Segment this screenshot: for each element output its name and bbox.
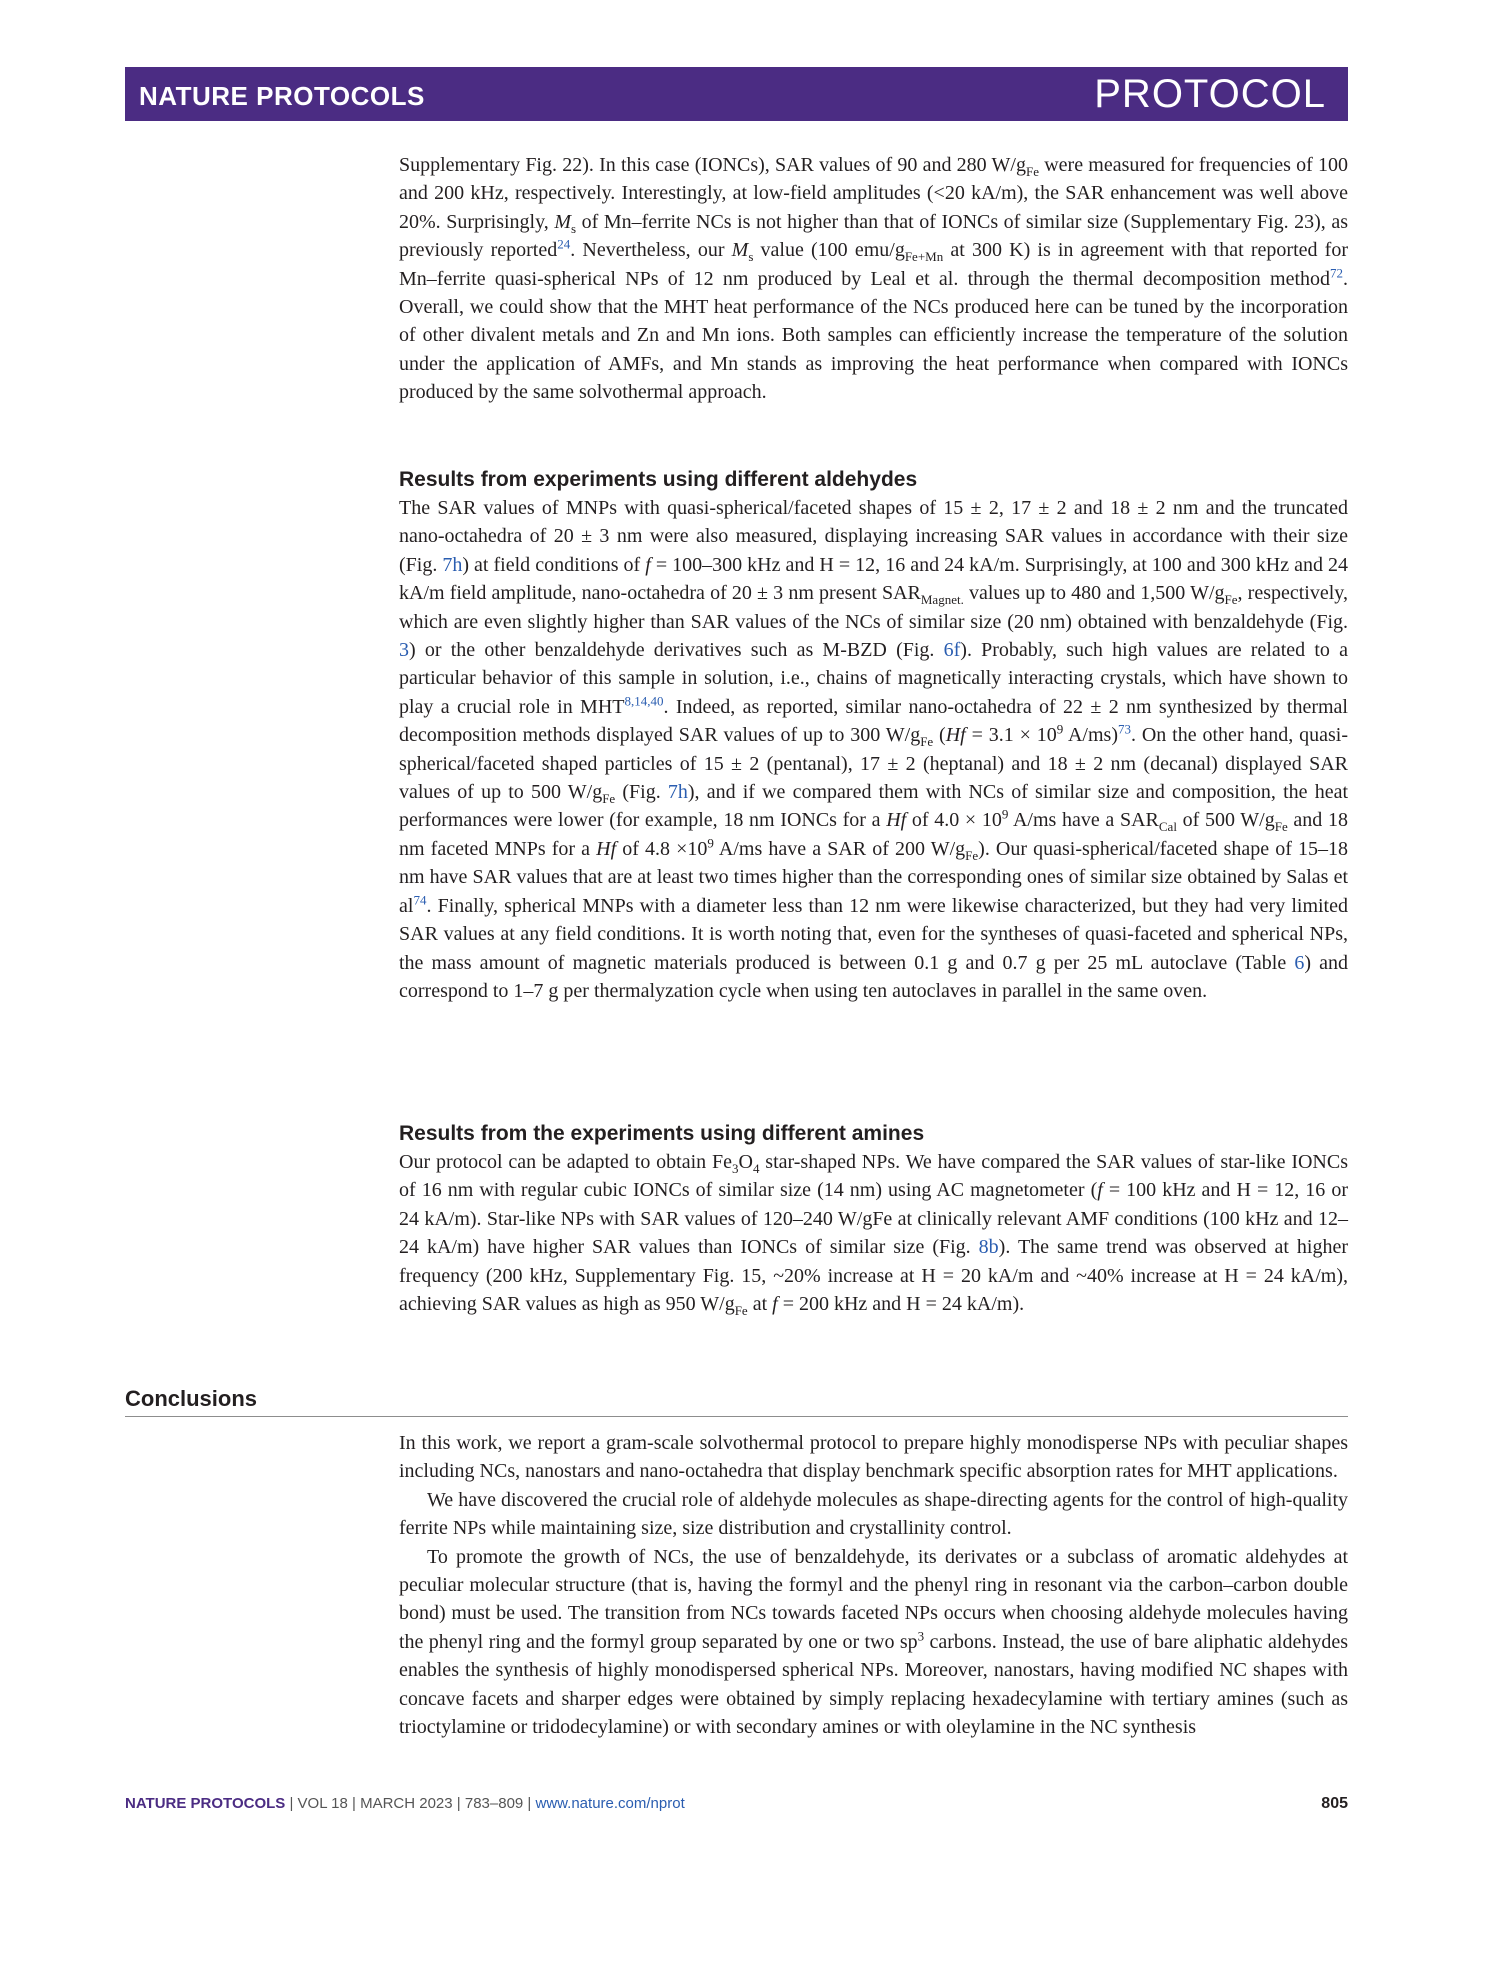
table-link[interactable]: 6 (1294, 951, 1305, 974)
journal-header-bar (125, 67, 1348, 121)
footer-pages: 783–809 (464, 1795, 524, 1812)
citation-link[interactable]: 73 (1118, 721, 1131, 737)
conclusions-section (399, 1429, 1348, 1741)
figure-link[interactable]: 7h (442, 553, 463, 576)
figure-link[interactable]: 3 (399, 639, 409, 662)
page-footer: NATURE PROTOCOLS | VOL 18 | MARCH 2023 | 783–809 | www.nature.com/nprot 805 (125, 1795, 1348, 1812)
article-type: PROTOCOL (1094, 72, 1326, 116)
conclusions-paragraph-3: To promote the growth of NCs, the use of benzaldehyde, its derivates or a subclass of aromatic aldehydes at peculiar molecular structure (that is, having the formyl and the phenyl ring in resonant via the carbon–carbon double bond) must be used. The transition from NCs towards faceted NPs occurs when choosing aldehyde molecules having the phenyl ring and the formyl group separated by one or two $sp^3$ carbons. Instead, the use of bare aliphatic aldehydes enables the synthesis of highly monodispersed spherical NPs. Moreover, nanostars, having modified NC shapes with concave facets and sharper edges were obtained by simply replacing hexadecylamine with tertiary amines (such as trioctylamine or tridodecylamine) or with secondary amines or with oleylamine in the NC synthesis (399, 1545, 1348, 1739)
intro-block (399, 151, 1348, 407)
journal-name: NATURE PROTOCOLS (139, 81, 425, 111)
aldehydes-section (399, 466, 1348, 1005)
conclusions-heading-bar (125, 1386, 1348, 1417)
section-heading: Results from the experiments using different amines (399, 1122, 925, 1145)
footer-date: MARCH 2023 (360, 1795, 453, 1812)
intro-paragraph: Supplementary Fig. 22). In this case (IONCs), SAR values of 90 and 280 $W/g_{Fe}$ were measured for frequencies of 100 and 200 kHz, respectively. Interestingly, at low-field amplitudes (<20 kA/m), the SAR enhancement was well above 20%. Surprisingly, $M_s$ of Mn–ferrite NCs is not higher than that of IONCs of similar size (Supplementary Fig. 23), as previously reported$^{24}$. Nevertheless, our $M_s$ value (100 emu/$g_{Fe+Mn}$ at 300 K) is in agreement with that reported for Mn–ferrite quasi-spherical NPs of 12 nm produced by Leal et al. through the thermal decomposition method$^{72}$. Overall, we could show that the MHT heat performance of the NCs produced here can be tuned by the incorporation of other divalent metals and Zn and Mn ions. Both samples can efficiently increase the temperature of the solution under the application of AMFs, and Mn stands as improving the heat performance when compared with IONCs produced by the same solvothermal approach. (399, 154, 1348, 404)
figure-link[interactable]: 8b (978, 1236, 999, 1259)
amines-paragraph: Our protocol can be adapted to obtain $Fe_3O_4$ star-shaped NPs. We have compared the SAR values of star-like IONCs of 16 nm with regular cubic IONCs of similar size (14 nm) using AC magnetometer (f = 100 kHz and H = 12, 16 or 24 kA/m). Star-like NPs with SAR values of 120–240 W/gFe at clinically relevant AMF conditions (100 kHz and 12–24 kA/m) have higher SAR values than IONCs of similar size (Fig. 8b). The same trend was observed at higher frequency (200 kHz, Supplementary Fig. 15, ~20% increase at H = 20 kA/m and ~40% increase at H = 24 kA/m), achieving SAR values as high as 950 $W/g_{Fe}$ at f = 200 kHz and H = 24 kA/m). (399, 1151, 1349, 1319)
figure-link[interactable]: 7h (667, 781, 688, 804)
citation-link[interactable]: 8,14,40 (624, 693, 664, 709)
section-heading: Results from experiments using different aldehydes (399, 468, 918, 491)
citation-link[interactable]: 74 (413, 892, 427, 908)
conclusions-paragraph-2: We have discovered the crucial role of aldehyde molecules as shape-directing agents for the control of high-quality ferrite NPs while maintaining size, size distribution and crystallinity control. (399, 1488, 1348, 1540)
conclusions-heading: Conclusions (125, 1386, 258, 1411)
footer-url-link[interactable]: www.nature.com/nprot (535, 1795, 685, 1812)
page-number: 805 (1321, 1795, 1348, 1812)
aldehydes-paragraph: The SAR values of MNPs with quasi-spherical/faceted shapes of 15 ± 2, 17 ± 2 and 18 ± 2 nm and the truncated nano-octahedra of 20 ± 3 nm were also measured, displaying increasing SAR values in accordance with their size (Fig. 7h) at field conditions of f = 100–300 kHz and H = 12, 16 and 24 kA/m. Surprisingly, at 100 and 300 kHz and 24 kA/m field amplitude, nano-octahedra of 20 ± 3 nm present $SAR_{Magnet.}$ values up to 480 and 1,500 $W/g_{Fe}$, respectively, which are even slightly higher than SAR values of the NCs of similar size (20 nm) obtained with benzaldehyde (Fig. 3) or the other benzaldehyde derivatives such as M-BZD (Fig. 6f). Probably, such high values are related to a particular behavior of this sample in solution, i.e., chains of magnetically interacting crystals, which have shown to play a crucial role in MHT$^{8,14,40}$. Indeed, as reported, similar nano-octahedra of 22 ± 2 nm synthesized by thermal decomposition methods displayed SAR values of up to 300 $W/g_{Fe}$ ($Hf = 3.1 \times 10^9$ A/ms)$^{73}$. On the other hand, quasi-spherical/faceted shaped particles of 15 ± 2 (pentanal), 17 ± 2 (heptanal) and 18 ± 2 nm (decanal) displayed SAR values of up to 500 $W/g_{Fe}$ (Fig. 7h), and if we compared them with NCs of similar size and composition, the heat performances were lower (for example, 18 nm IONCs for a Hf of $4.0 \times 10^9$ A/ms have a $SAR_{Cal}$ of 500 $W/g_{Fe}$ and 18 nm faceted MNPs for a Hf of $4.8 \times 10^9$ A/ms have a SAR of 200 $W/g_{Fe}$). Our quasi-spherical/faceted shape of 15–18 nm have SAR values that are at least two times higher than the corresponding ones of similar size obtained by Salas et al$^{74}$. Finally, spherical MNPs with a diameter less than 12 nm were likewise characterized, but they had very limited SAR values at any field conditions. It is worth noting that, even for the syntheses of quasi-faceted and spherical NPs, the mass amount of magnetic materials produced is between 0.1 g and 0.7 g per 25 mL autoclave (Table 6) and correspond to 1–7 g per thermalyzation cycle when using ten autoclaves in parallel in the same oven. (399, 497, 1349, 1002)
conclusions-paragraph-1: In this work, we report a gram-scale solvothermal protocol to prepare highly monodisperse NPs with peculiar shapes including NCs, nanostars and nano-octahedra that display benchmark specific absorption rates for MHT applications. (399, 1432, 1348, 1483)
citation-link[interactable]: 72 (1330, 264, 1343, 280)
footer-volume: VOL 18 (297, 1795, 348, 1812)
amines-section (399, 1120, 1348, 1318)
footer-journal: NATURE PROTOCOLS (125, 1795, 286, 1812)
figure-link[interactable]: 6f (943, 639, 961, 662)
citation-link[interactable]: 24 (557, 236, 571, 252)
